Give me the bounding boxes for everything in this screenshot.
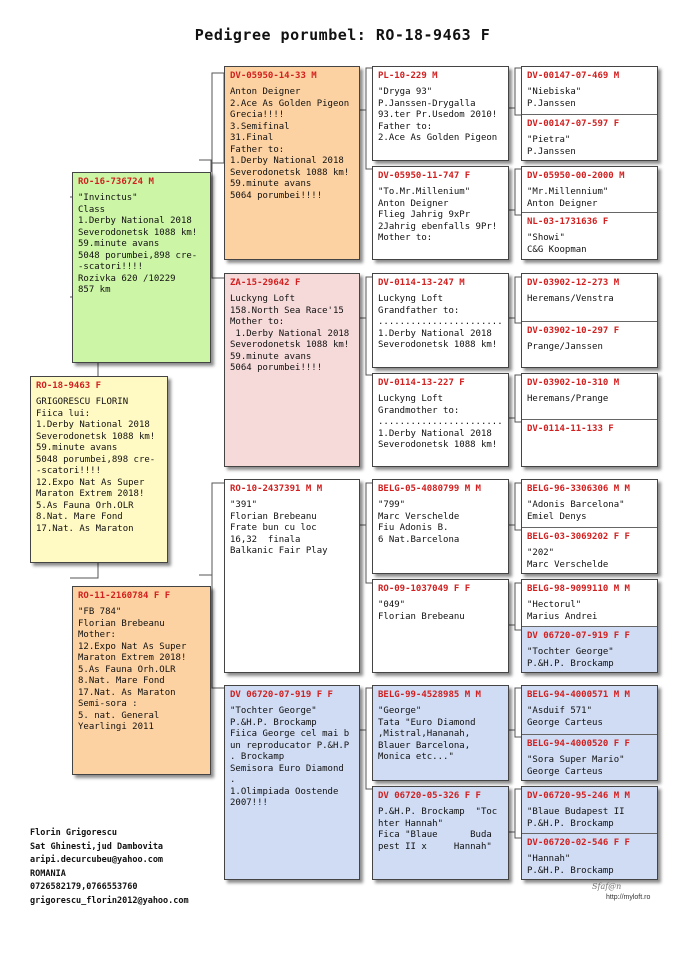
gen5-pair-7 bbox=[521, 685, 658, 781]
pigeon-ring-code: DV-05950-14-33 M bbox=[230, 71, 317, 81]
pigeon-details: "Hectorul" Marius Andrei bbox=[527, 600, 598, 622]
pigeon-ring-code: RO-16-736724 M bbox=[78, 177, 154, 187]
gen4-box-3 bbox=[372, 273, 509, 368]
pigeon-ring-code: BELG-03-3069202 F F bbox=[527, 532, 630, 542]
gen4-box-8 bbox=[372, 786, 509, 880]
granddam-paternal-box bbox=[224, 273, 360, 467]
gen5-pair-6 bbox=[521, 579, 658, 673]
pigeon-ring-code: DV-05950-00-2000 M bbox=[527, 171, 625, 181]
pigeon-details: "Dryga 93" P.Janssen-Drygalla 93.ter Pr.Usedom 2010! Father to: 2.Ace As Golden Pigeon bbox=[378, 87, 498, 143]
gen4-box-4 bbox=[372, 373, 509, 467]
pigeon-details: "202" Marc Verschelde bbox=[527, 548, 609, 570]
gen4-box-1 bbox=[372, 66, 509, 161]
pigeon-ring-code: PL-10-229 M bbox=[378, 71, 438, 81]
owner-country: ROMANIA bbox=[30, 868, 66, 879]
pigeon-details: "FB 784" Florian Brebeanu Mother: 12.Expo Nat As Super Maraton Extrem 2018! 5.As Fauna Orh.OLR 8.Nat. Mare Fond 17.Nat. As Maraton Semi-sora : 5. nat. General Yearlingi 2011 bbox=[78, 607, 187, 732]
pigeon-details: "Sora Super Mario" George Carteus bbox=[527, 755, 625, 777]
gen4-box-2 bbox=[372, 166, 509, 260]
dam-box bbox=[72, 586, 211, 775]
pigeon-ring-code: DV-06720-02-546 F F bbox=[527, 838, 630, 848]
pigeon-ring-code: DV-05950-11-747 F bbox=[378, 171, 471, 181]
gen5-pair-4 bbox=[521, 373, 658, 467]
pigeon-details: Prange/Janssen bbox=[527, 342, 603, 352]
website-link: http://myloft.ro bbox=[606, 894, 651, 901]
pigeon-details: Luckyng Loft Grandmother to: ....................... 1.Derby National 2018 Severodonetsk 1088 km! bbox=[378, 394, 503, 450]
pigeon-ring-code: BELG-94-4000520 F F bbox=[527, 739, 630, 749]
pigeon-details: "Tochter George" P.&H.P. Brockamp Fiica George cel mai b un reproducator P.&H.P . Brockamp Semisora Euro Diamond . 1.Olimpiada Oostende 2007!!! bbox=[230, 706, 350, 808]
pigeon-ring-code: DV-06720-95-246 M M bbox=[527, 791, 630, 801]
grandsire-paternal-box bbox=[224, 66, 360, 260]
gen5-pair-2 bbox=[521, 166, 658, 260]
pigeon-ring-code: DV-0114-13-247 M bbox=[378, 278, 465, 288]
owner-email-1: aripi.decurcubeu@yahoo.com bbox=[30, 855, 164, 865]
pigeon-ring-code: DV-00147-07-597 F bbox=[527, 119, 620, 129]
owner-contact-block bbox=[30, 827, 189, 908]
pigeon-ring-code: RO-11-2160784 F F bbox=[78, 591, 171, 601]
signature: Sfaf@n bbox=[592, 882, 622, 891]
gen5-pair-8 bbox=[521, 786, 658, 880]
pigeon-details: "Pietra" P.Janssen bbox=[527, 135, 576, 157]
pigeon-details: "Asduif 571" George Carteus bbox=[527, 706, 603, 728]
grandsire-maternal-box bbox=[224, 479, 360, 673]
pigeon-details: "To.Mr.Millenium" Anton Deigner Flieg Jahrig 9xPr 2Jahrig ebenfalls 9Pr! Mother to: bbox=[378, 187, 498, 243]
pigeon-details: P.&H.P. Brockamp "Toc hter Hannah" Fica "Blaue Buda pest II x Hannah" bbox=[378, 807, 498, 852]
gen4-box-7 bbox=[372, 685, 509, 781]
pigeon-ring-code: DV 06720-07-919 F F bbox=[527, 631, 630, 641]
pigeon-details: Heremans/Venstra bbox=[527, 294, 614, 304]
owner-phone: 0726582179,0766553760 bbox=[30, 882, 138, 892]
pigeon-details: "George" Tata "Euro Diamond ,Mistral,Hananah, Blauer Barcelona, Monica etc..." bbox=[378, 706, 476, 762]
pigeon-ring-code: DV-00147-07-469 M bbox=[527, 71, 620, 81]
pigeon-details: "Invinctus" Class 1.Derby National 2018 Severodonetsk 1088 km! 59.minute avans 5048 porumbei,898 cre- -scatori!!!! Rozivka 620 /10229 857 km bbox=[78, 193, 198, 295]
gen5-pair-5 bbox=[521, 479, 658, 574]
pigeon-details: "799" Marc Verschelde Fiu Adonis B. 6 Nat.Barcelona bbox=[378, 500, 460, 545]
pigeon-ring-code: DV-0114-13-227 F bbox=[378, 378, 465, 388]
granddam-maternal-box bbox=[224, 685, 360, 880]
pigeon-details: "Niebiska" P.Janssen bbox=[527, 87, 582, 109]
pigeon-ring-code: RO-09-1037049 F F bbox=[378, 584, 471, 594]
pigeon-ring-code: DV 06720-05-326 F F bbox=[378, 791, 481, 801]
pigeon-ring-code: RO-10-2437391 M M bbox=[230, 484, 323, 494]
pigeon-details: "Tochter George" P.&H.P. Brockamp bbox=[527, 647, 614, 669]
pigeon-ring-code: RO-18-9463 F bbox=[36, 381, 102, 391]
gen4-box-5 bbox=[372, 479, 509, 574]
pigeon-ring-code: DV-03902-12-273 M bbox=[527, 278, 620, 288]
pigeon-details: Luckyng Loft Grandfather to: ....................... 1.Derby National 2018 Severodonetsk 1088 km! bbox=[378, 294, 503, 350]
gen4-box-6 bbox=[372, 579, 509, 673]
owner-address: Sat Ghinesti,jud Dambovita bbox=[30, 841, 164, 852]
pigeon-details: "Adonis Barcelona" Emiel Denys bbox=[527, 500, 625, 522]
pigeon-ring-code: NL-03-1731636 F bbox=[527, 217, 609, 227]
pigeon-ring-code: DV-03902-10-310 M bbox=[527, 378, 620, 388]
pigeon-ring-code: BELG-98-9099110 M M bbox=[527, 584, 630, 594]
page-title: Pedigree porumbel: RO-18-9463 F bbox=[194, 26, 491, 44]
pigeon-details: Heremans/Prange bbox=[527, 394, 609, 404]
pigeon-details: "Hannah" P.&H.P. Brockamp bbox=[527, 854, 614, 876]
pigeon-details: Luckyng Loft 158.North Sea Race'15 Mother to: 1.Derby National 2018 Severodonetsk 1088 km! 59.minute avans 5064 porumbei!!!! bbox=[230, 294, 350, 373]
pigeon-ring-code: BELG-96-3306306 M M bbox=[527, 484, 630, 494]
pigeon-details: "Mr.Millennium" Anton Deigner bbox=[527, 187, 609, 209]
pigeon-details: "049" Florian Brebeanu bbox=[378, 600, 465, 622]
pigeon-ring-code: DV-03902-10-297 F bbox=[527, 326, 620, 336]
pigeon-details: "391" Florian Brebeanu Frate bun cu loc 16,32 finala Balkanic Fair Play bbox=[230, 500, 328, 556]
sire-box bbox=[72, 172, 211, 363]
pigeon-ring-code: BELG-94-4000571 M M bbox=[527, 690, 630, 700]
gen5-pair-3 bbox=[521, 273, 658, 368]
subject-pigeon-box bbox=[30, 376, 168, 563]
pigeon-details: Anton Deigner 2.Ace As Golden Pigeon Grecia!!!! 3.Semifinal 31.Final Father to: 1.Derby National 2018 Severodonetsk 1088 km! 59.minute avans 5064 porumbei!!!! bbox=[230, 87, 350, 201]
owner-name: Florin Grigorescu bbox=[30, 828, 117, 838]
pigeon-ring-code: ZA-15-29642 F bbox=[230, 278, 301, 288]
owner-email-2: grigorescu_florin2012@yahoo.com bbox=[30, 895, 189, 906]
pigeon-ring-code: DV-0114-11-133 F bbox=[527, 424, 614, 434]
pigeon-details: "Showi" C&G Koopman bbox=[527, 233, 587, 255]
pigeon-ring-code: BELG-05-4080799 M M bbox=[378, 484, 481, 494]
pigeon-ring-code: DV 06720-07-919 F F bbox=[230, 690, 333, 700]
gen5-pair-1 bbox=[521, 66, 658, 161]
pigeon-details: GRIGORESCU FLORIN Fiica lui: 1.Derby National 2018 Severodonetsk 1088 km! 59.minute avans 5048 porumbei,898 cre- -scatori!!!! 12.Expo Nat As Super Maraton Extrem 2018! 5.As Fauna Orh.OLR 8.Nat. Mare Fond 17.Nat. As Maraton bbox=[36, 397, 156, 534]
pigeon-details: "Blaue Budapest II P.&H.P. Brockamp bbox=[527, 807, 625, 829]
pigeon-ring-code: BELG-99-4528985 M M bbox=[378, 690, 481, 700]
